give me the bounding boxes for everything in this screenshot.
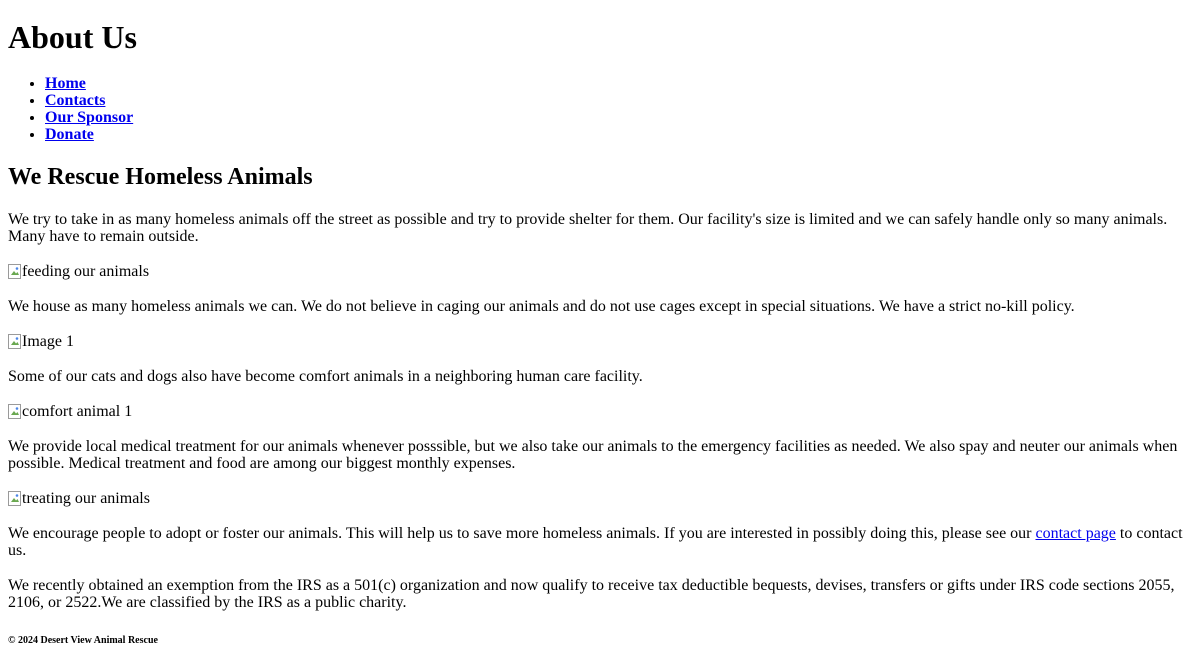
broken-image-icon: [8, 491, 22, 507]
comfort-paragraph: Some of our cats and dogs also have become comfort animals in a neighboring human care facility.: [8, 368, 643, 385]
medical-paragraph: We provide local medical treatment for our animals whenever posssible, but we also take our animals to the emergency facilities as needed. We also spay and neuter our animals when possible. Medical treatment and food are among our biggest monthly expenses.: [8, 438, 1178, 472]
nav-item-contacts: [45, 92, 1192, 109]
adopt-paragraph: [8, 525, 1192, 559]
housing-paragraph: We house as many homeless animals we can. We do not believe in caging our animals and do not use cages except in special situations. We have a strict no-kill policy.: [8, 298, 1075, 315]
nav-link-our-sponsor[interactable]: Our Sponsor: [45, 109, 134, 126]
main-nav: [8, 75, 1192, 143]
comfort-animal-image: [8, 403, 1192, 420]
page-title: About Us: [8, 19, 137, 55]
nav-item-donate: [45, 126, 1192, 143]
treating-image-alt: treating our animals: [22, 490, 150, 507]
image-1: [8, 333, 1192, 350]
treating-image: [8, 490, 1192, 507]
footer-copyright: © 2024 Desert View Animal Rescue: [8, 635, 158, 646]
nav-link-contacts[interactable]: Contacts: [45, 92, 106, 109]
broken-image-icon: [8, 264, 22, 280]
image-1-alt: Image 1: [22, 333, 74, 350]
comfort-animal-image-alt: comfort animal 1: [22, 403, 133, 420]
intro-paragraph: We try to take in as many homeless animals off the street as possible and try to provide shelter for them. Our facility's size is limited and we can safely handle only so many animals. Many have to remain outside.: [8, 211, 1168, 245]
nav-link-home[interactable]: Home: [45, 75, 86, 92]
feeding-image-alt: feeding our animals: [22, 263, 150, 280]
broken-image-icon: [8, 334, 22, 350]
irs-paragraph: We recently obtained an exemption from the IRS as a 501(c) organization and now qualify to receive tax deductible bequests, devises, transfers or gifts under IRS code sections 2055, 2106, or 2522.We are classified by the IRS as a public charity.: [8, 577, 1175, 611]
adopt-text-before: We encourage people to adopt or foster our animals. This will help us to save more homeless animals. If you are interested in possibly doing this, please see our: [8, 525, 1036, 542]
contact-page-link[interactable]: contact page: [1035, 525, 1116, 542]
nav-item-our-sponsor: [45, 109, 1192, 126]
nav-item-home: [45, 75, 1192, 92]
nav-link-donate[interactable]: Donate: [45, 126, 94, 143]
adopt-text-after: to contact us.: [8, 525, 1183, 559]
broken-image-icon: [8, 404, 22, 420]
section-heading: We Rescue Homeless Animals: [8, 164, 313, 190]
feeding-image: [8, 263, 1192, 280]
